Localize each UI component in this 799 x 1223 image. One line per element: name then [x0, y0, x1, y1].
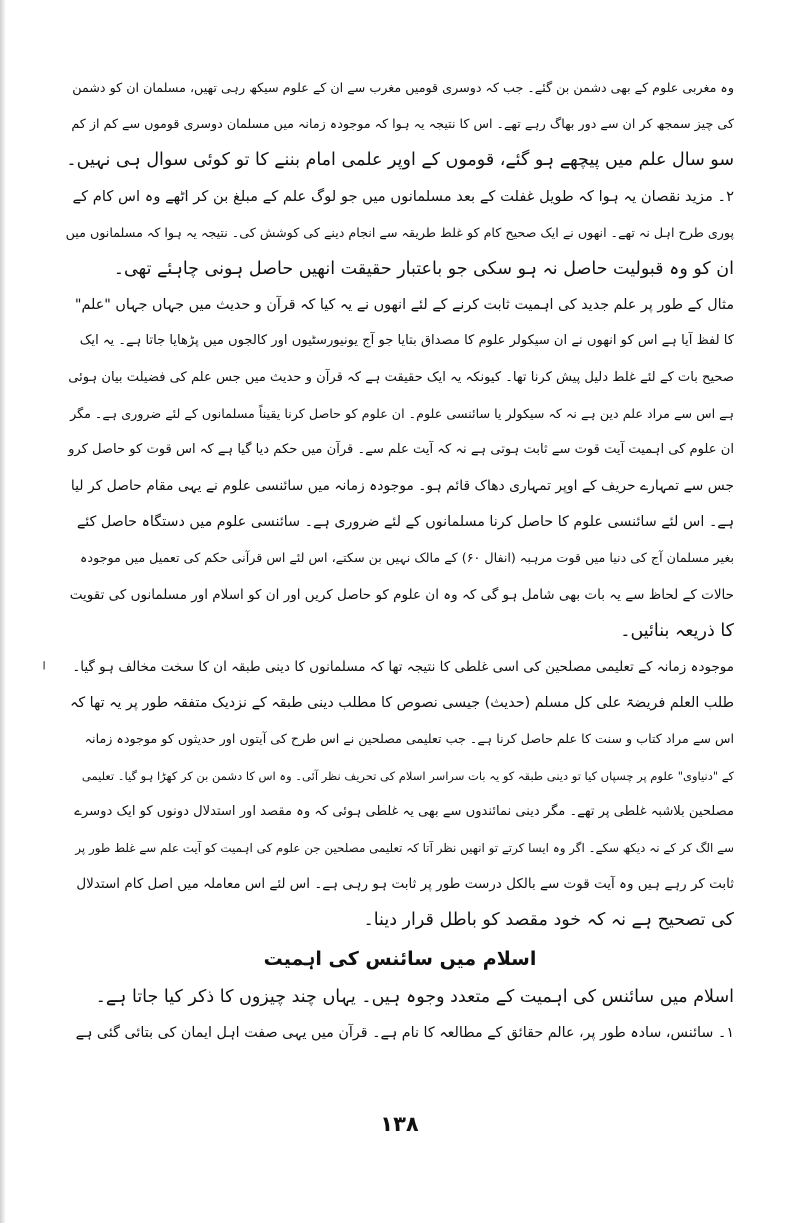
text-line: اس سے مراد کتاب و سنت کا علم حاصل کرنا ہے۔ جب تعلیمی مصلحین نے اس طرح کی آیتوں اور حدیثوں کو موجودہ زمانہ: [84, 731, 734, 747]
text-line: ۲۔ مزید نقصان یہ ہوا کہ طویل غفلت کے بعد مسلمانوں میں جو لوگ علم کے مبلغ بن کر اٹھے وہ اس کام کے: [72, 187, 734, 205]
text-line: بغیر مسلمان آج کی دنیا میں قوت مرہبہ (انفال ۶۰) کے مالک نہیں بن سکتے، اس لئے اس قرآنی حکم کی تعمیل میں موجودہ: [79, 550, 734, 566]
page-number: ۱۳۸: [380, 1112, 419, 1136]
text-line: سے الگ کر کے نہ دیکھ سکے۔ اگر وہ ایسا کرتے تو انھیں نظر آتا کہ تعلیمی مصلحین جن علوم کی اہمیت کو آیت علم سے غلط طور پر: [75, 840, 734, 855]
text-line: مثال کے طور پر علم جدید کی اہمیت ثابت کرنے کے لئے انھوں نے یہ کیا کہ قرآن و حدیث میں جہاں جہاں "علم": [74, 297, 734, 314]
text-line: ان علوم کی اہمیت آیت قوت سے ثابت ہوتی ہے نہ کہ آیت علم سے۔ قرآن میں حکم دیا گیا ہے کہ اس قوت کو حاصل کرو: [68, 441, 734, 457]
text-line: حالات کے لحاظ سے یہ بات بھی شامل ہو گی کہ وہ ان علوم کو حاصل کریں اور ان کو اسلام اور مسلمانوں کی تقویت: [69, 586, 734, 603]
text-line: وہ مغربی علوم کے بھی دشمن بن گئے۔ جب کہ دوسری قومیں مغرب سے ان کے علوم سیکھ رہی تھیں، مسلمان ان کو دشمن: [72, 80, 734, 95]
text-line: کی چیز سمجھ کر ان سے دور بھاگ رہے تھے۔ اس کا نتیجہ یہ ہوا کہ موجودہ زمانہ میں مسلمان دوسری قوموں سے کم از کم: [71, 116, 734, 132]
text-line: کی تصحیح ہے نہ کہ خود مقصد کو باطل قرار دینا۔: [363, 910, 734, 931]
text-line: ۱۔ سائنس، سادہ طور پر، عالم حقائق کے مطالعہ کا نام ہے۔ قرآن میں یہی صفت اہل ایمان کی بتائی گئی ہے: [75, 1024, 734, 1041]
margin-mark: ╷: [40, 654, 49, 670]
text-line: ہے اس سے مراد علم دین ہے نہ کہ سیکولر یا سائنسی علوم۔ ان علوم کو حاصل کرنا یقیناً مسلمانوں کے لئے ضروری ہے۔ مگر: [70, 405, 734, 421]
text-line: کا ذریعہ بنائیں۔: [620, 620, 734, 641]
text-line: ان کو وہ قبولیت حاصل نہ ہو سکی جو باعتبار حقیقت انھیں حاصل ہونی چاہئے تھی۔: [113, 258, 734, 279]
text-line: جس سے تمہارے حریف کے اوپر تمہاری دھاک قائم ہو۔ موجودہ زمانہ میں سائنسی علوم نے یہی مقام حاصل کر لیا: [70, 478, 734, 495]
text-line: پوری طرح اہل نہ تھے۔ انھوں نے ایک صحیح کام کو غلط طریقہ سے انجام دینے کی کوشش کی۔ نتیجہ یہ ہوا کہ مسلمانوں میں: [66, 224, 734, 240]
text-line: کے "دنیاوی" علوم پر چسپاں کیا تو دینی طبقہ کو یہ بات سراسر اسلام کی تحریف نظر آئی۔ وہ اس کا دشمن بن کر کھڑا ہو گیا۔ تعلیمی: [81, 768, 734, 783]
text-line: سو سال علم میں پیچھے ہو گئے، قوموں کے اوپر علمی امام بننے کا تو کوئی سوال ہی نہیں۔: [66, 150, 734, 171]
text-line: صحیح بات کے لئے غلط دلیل پیش کرنا تھا۔ کیونکہ یہ ایک حقیقت ہے کہ قرآن و حدیث میں جس علم کی فضیلت بیان ہوئی: [68, 369, 734, 385]
body-text: [66, 70, 734, 1051]
text-line: مصلحین بلاشبہ غلطی پر تھے۔ مگر دینی نمائندوں سے بھی یہ غلطی ہوئی کہ وہ مقصد اور استدلال دونوں کو ایک دوسرے: [74, 803, 734, 819]
text-line: طلب العلم فریضۃ علی کل مسلم (حدیث) جیسی نصوص کا مطلب دینی طبقہ کے نزدیک متفقہ طور پر یہ تھا کہ: [69, 695, 734, 712]
section-heading: اسلام میں سائنس کی اہمیت: [263, 947, 537, 970]
scan-edge-shadow: [0, 0, 6, 1223]
text-line: ہے۔ اس لئے سائنسی علوم کا حاصل کرنا مسلمانوں کے لئے ضروری ہے۔ سائنسی علوم میں دستگاہ حاصل کئے: [76, 514, 734, 531]
text-line: کا لفظ آیا ہے اس کو انھوں نے ان سیکولر علوم کا مصداق بتایا جو آج یونیورسٹیوں اور کالجوں میں پڑھایا جاتا ہے۔ یہ ایک: [79, 333, 734, 349]
text-line: اسلام میں سائنس کی اہمیت کے متعدد وجوہ ہیں۔ یہاں چند چیزوں کا ذکر کیا جاتا ہے۔: [95, 986, 734, 1007]
text-line: موجودہ زمانہ کے تعلیمی مصلحین کی اسی غلطی کا نتیجہ تھا کہ مسلمانوں کا دینی طبقہ ان کا سخت مخالف ہو گیا۔: [72, 659, 734, 675]
text-line: ثابت کر رہے ہیں وہ آیت قوت سے بالکل درست طور پر ثابت ہو رہی ہے۔ اس لئے اس معاملہ میں اصل کام استدلال: [76, 876, 734, 893]
